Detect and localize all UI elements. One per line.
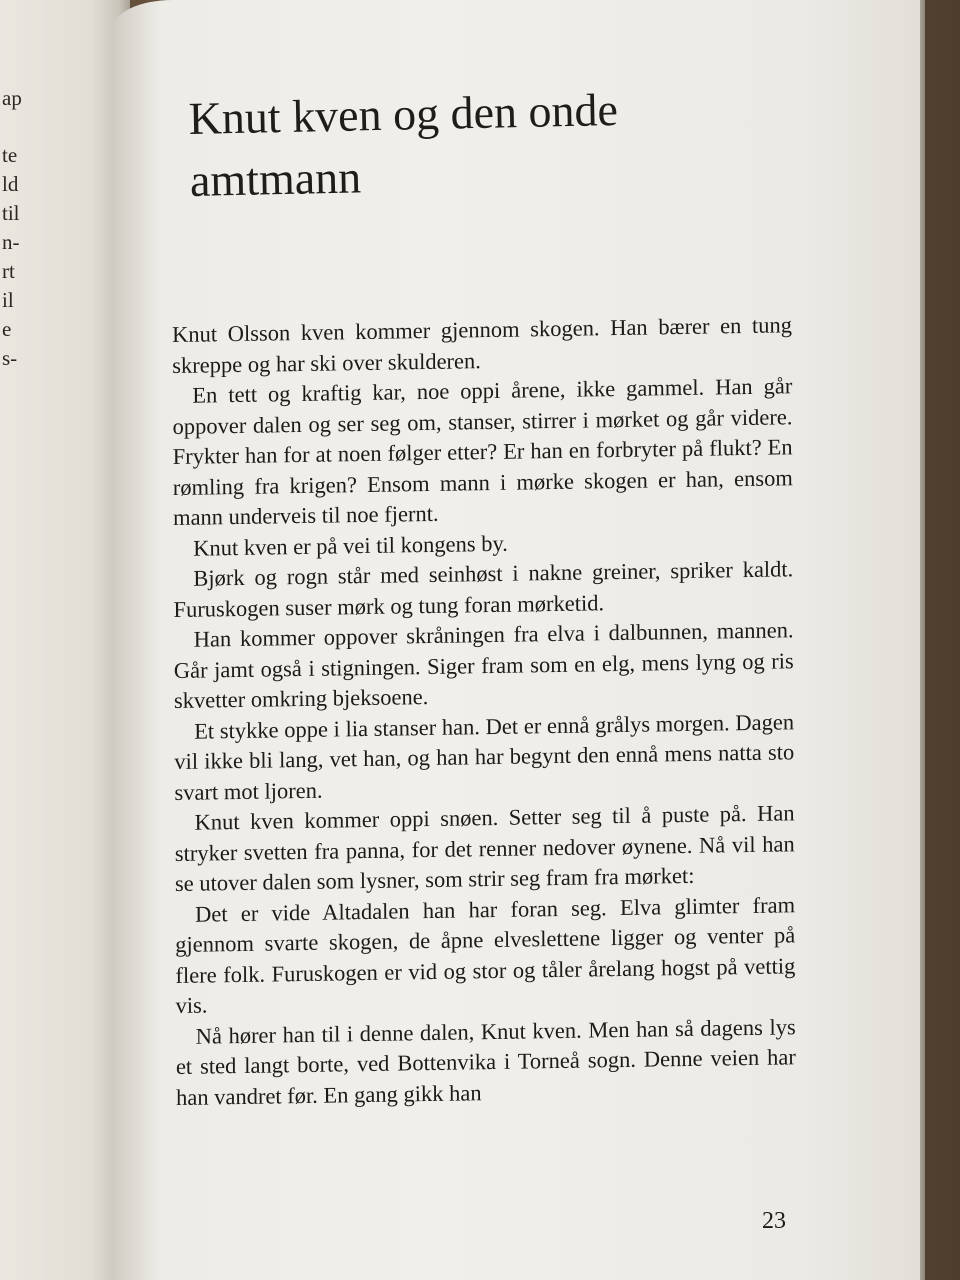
- left-page-fragment: til: [2, 201, 20, 225]
- left-page-fragment: ap: [2, 86, 22, 110]
- paragraph: Det er vide Altadalen han har foran seg. Elva glimter fram gjennom svarte skogen, de åpne elveslettene ligger og venter på flere folk. Furuskogen er vid og stor og tåler årelang hogst på vettig vis.: [175, 891, 796, 1019]
- paragraph: Knut kven er på vei til kongens by.: [193, 530, 508, 561]
- left-page-fragment: ld: [2, 172, 19, 196]
- page-number: 23: [762, 1208, 786, 1234]
- chapter-body: [172, 310, 796, 1113]
- left-page-fragment: n-: [2, 230, 20, 254]
- left-page-fragment: e: [2, 317, 12, 341]
- left-page: [0, 0, 130, 1280]
- paragraph: Knut Olsson kven kommer gjennom skogen. Han bærer en tung skreppe og har ski over skulderen.: [172, 312, 793, 378]
- left-page-fragment: te: [2, 143, 18, 167]
- chapter-title: Knut kven og den onde amtmann: [188, 84, 619, 206]
- paragraph: Bjørk og rogn står med seinhøst i nakne greiner, spriker kaldt. Furuskogen suser mørk og tung foran mørketid.: [173, 556, 794, 622]
- paragraph: Knut kven kommer oppi snøen. Setter seg til å puste på. Han stryker svetten fra panna, for det renner nedover øynene. Nå vil han se utover dalen som lysner, som strir seg fram fra mørket:: [174, 800, 795, 897]
- paragraph: Et stykke oppe i lia stanser han. Det er ennå grålys morgen. Dagen vil ikke bli lang, vet han, og han har begynt den ennå mens natta sto svart mot ljoren.: [174, 708, 795, 805]
- left-page-fragment: il: [2, 288, 14, 312]
- left-page-fragment: rt: [2, 259, 15, 283]
- paragraph: En tett og kraftig kar, noe oppi årene, ikke gammel. Han går oppover dalen og ser seg om, stanser, stirrer i mørket og går videre. Frykter han for at noen følger etter? Er han en forbryter på flukt? En rømling fra krigen? Ensom mann i mørke skogen er han, ensom mann underveis til noe fjernt.: [172, 373, 793, 531]
- paragraph: Nå hører han til i denne dalen, Knut kven. Men han så dagens lys et sted langt borte, ved Bottenvika i Torneå sogn. Denne veien har han vandret før. En gang gikk han: [175, 1013, 796, 1110]
- left-page-fragment: s-: [2, 346, 18, 370]
- paragraph: Han kommer oppover skråningen fra elva i dalbunnen, mannen. Går jamt også i stigningen. Siger fram som en elg, mens lyng og ris skvetter omkring bjeksoene.: [173, 617, 794, 714]
